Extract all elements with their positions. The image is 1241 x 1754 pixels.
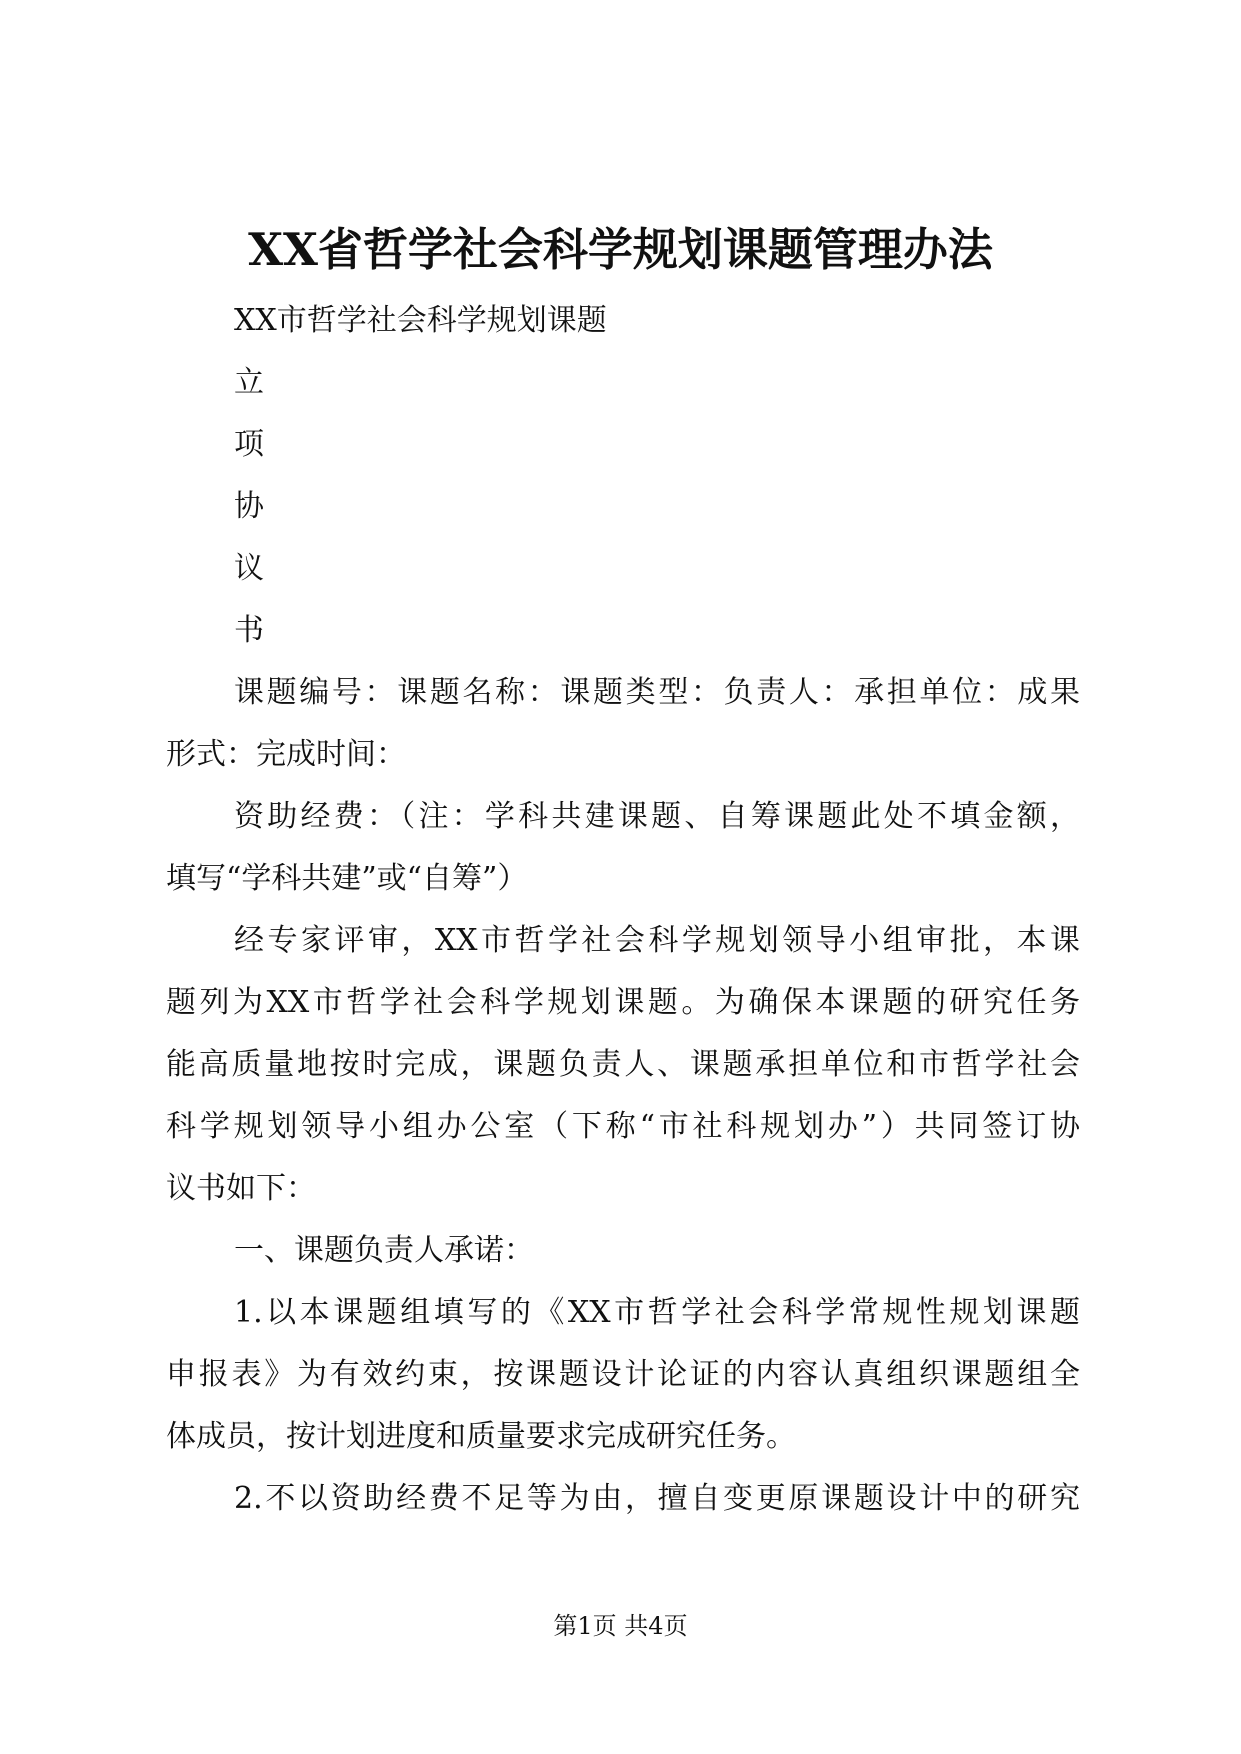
body-line: 填写“学科共建”或“自筹”） <box>166 861 528 896</box>
body-line: 题列为XX市哲学社会科学规划课题。为确保本课题的研究任务 <box>166 985 1080 1020</box>
body-line: 1.以本课题组填写的《XX市哲学社会科学常规性规划课题 <box>234 1295 1080 1330</box>
body-line: 科学规划领导小组办公室（下称“市社科规划办”）共同签订协 <box>166 1109 1080 1144</box>
body-line: 立 <box>234 365 264 400</box>
body-line: 申报表》为有效约束，按课题设计论证的内容认真组织课题组全 <box>166 1357 1080 1392</box>
body-line: 能高质量地按时完成，课题负责人、课题承担单位和市哲学社会 <box>166 1047 1080 1082</box>
body-line: 议 <box>234 551 264 586</box>
body-line: 资助经费：（注：学科共建课题、自筹课题此处不填金额， <box>234 799 1080 834</box>
body-line: 协 <box>234 489 264 524</box>
body-line: 2.不以资助经费不足等为由，擅自变更原课题设计中的研究 <box>234 1481 1080 1516</box>
document-title: XX省哲学社会科学规划课题管理办法 <box>248 223 993 276</box>
body-line: 书 <box>234 613 264 648</box>
body-line: 课题编号：课题名称：课题类型：负责人：承担单位：成果 <box>234 675 1080 710</box>
body-line: 体成员，按计划进度和质量要求完成研究任务。 <box>166 1419 796 1454</box>
body-line: 一、课题负责人承诺： <box>234 1233 534 1268</box>
document-body <box>166 290 1080 1530</box>
body-line: 形式：完成时间： <box>166 737 406 772</box>
body-line: XX市哲学社会科学规划课题 <box>234 303 607 338</box>
body-line: 经专家评审，XX市哲学社会科学规划领导小组审批，本课 <box>234 923 1080 958</box>
body-line: 项 <box>234 427 264 462</box>
page-footer: 第1页 共4页 <box>553 1612 688 1640</box>
body-line: 议书如下： <box>166 1171 316 1206</box>
